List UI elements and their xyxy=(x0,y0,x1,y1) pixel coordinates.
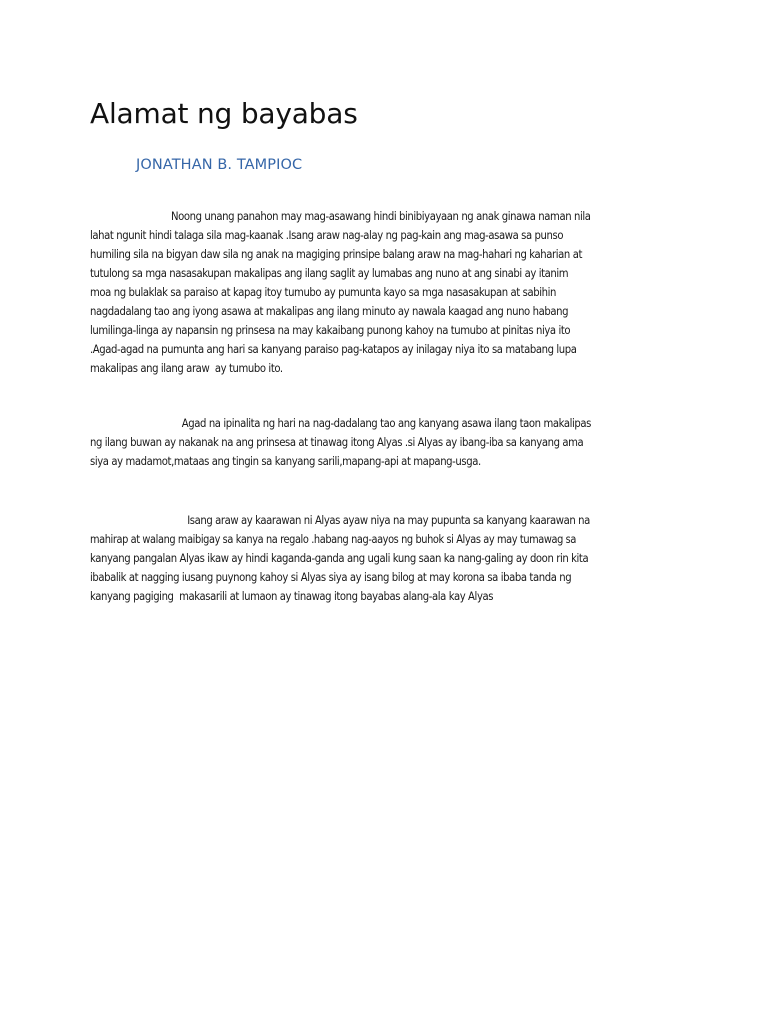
paragraph-line: .Agad-agad na pumunta ang hari sa kanyang paraiso pag-katapos ay inilagay niya ito sa matabang lupa xyxy=(90,343,577,356)
paragraph-2 xyxy=(90,414,710,471)
paragraph-line: Isang araw ay kaarawan ni Alyas ayaw niya na may pupunta sa kanyang kaarawan na xyxy=(187,514,590,527)
paragraph-line: lumilinga-linga ay napansin ng prinsesa na may kakaibang punong kahoy na tumubo at pinitas niya ito xyxy=(90,324,571,337)
paragraph-line: makalipas ang ilang araw ay tumubo ito. xyxy=(90,362,283,375)
paragraph-line: mahirap at walang maibigay sa kanya na regalo .habang nag-aayos ng buhok si Alyas ay may tumawag sa xyxy=(90,533,576,546)
paragraph-3 xyxy=(90,511,710,606)
paragraph-line: lahat ngunit hindi talaga sila mag-kaanak .Isang araw nag-alay ng pag-kain ang mag-asawa sa punso xyxy=(90,229,564,242)
document-title: Alamat ng bayabas xyxy=(90,97,358,130)
paragraph-line: nagdadalang tao ang iyong asawa at makalipas ang ilang minuto ay nawala kaagad ang nuno habang xyxy=(90,305,569,318)
paragraph-line: Agad na ipinalita ng hari na nag-dadalang tao ang kanyang asawa ilang taon makalipas xyxy=(181,417,592,430)
paragraph-line: Noong unang panahon may mag-asawang hindi binibiyayaan ng anak ginawa naman nila xyxy=(171,210,591,223)
author-name: JONATHAN B. TAMPIOC xyxy=(136,157,303,173)
paragraph-line: kanyang pangalan Alyas ikaw ay hindi kaganda-ganda ang ugali kung saan ka nang-galing ay doon rin kita xyxy=(90,552,589,565)
paragraph-line: tutulong sa mga nasasakupan makalipas ang ilang saglit ay lumabas ang nuno at ang sinabi ay itanim xyxy=(90,267,569,280)
paragraph-line: kanyang pagiging makasarili at lumaon ay tinawag itong bayabas alang-ala kay Alyas xyxy=(90,590,494,603)
paragraph-line: siya ay madamot,mataas ang tingin sa kanyang sarili,mapang-api at mapang-usga. xyxy=(90,455,481,468)
paragraph-1 xyxy=(90,207,710,378)
paragraph-line: humiling sila na bigyan daw sila ng anak na magiging prinsipe balang araw na mag-hahari ng kaharian at xyxy=(90,248,583,261)
paragraph-line: ng ilang buwan ay nakanak na ang prinsesa at tinawag itong Alyas .si Alyas ay ibang-iba sa kanyang ama xyxy=(90,436,584,449)
paragraph-line: moa ng bulaklak sa paraiso at kapag itoy tumubo ay pumunta kayo sa mga nasasakupan at sabihin xyxy=(90,286,556,299)
paragraph-line: ibabalik at nagging iusang puynong kahoy si Alyas siya ay isang bilog at may korona sa ibaba tanda ng xyxy=(90,571,572,584)
